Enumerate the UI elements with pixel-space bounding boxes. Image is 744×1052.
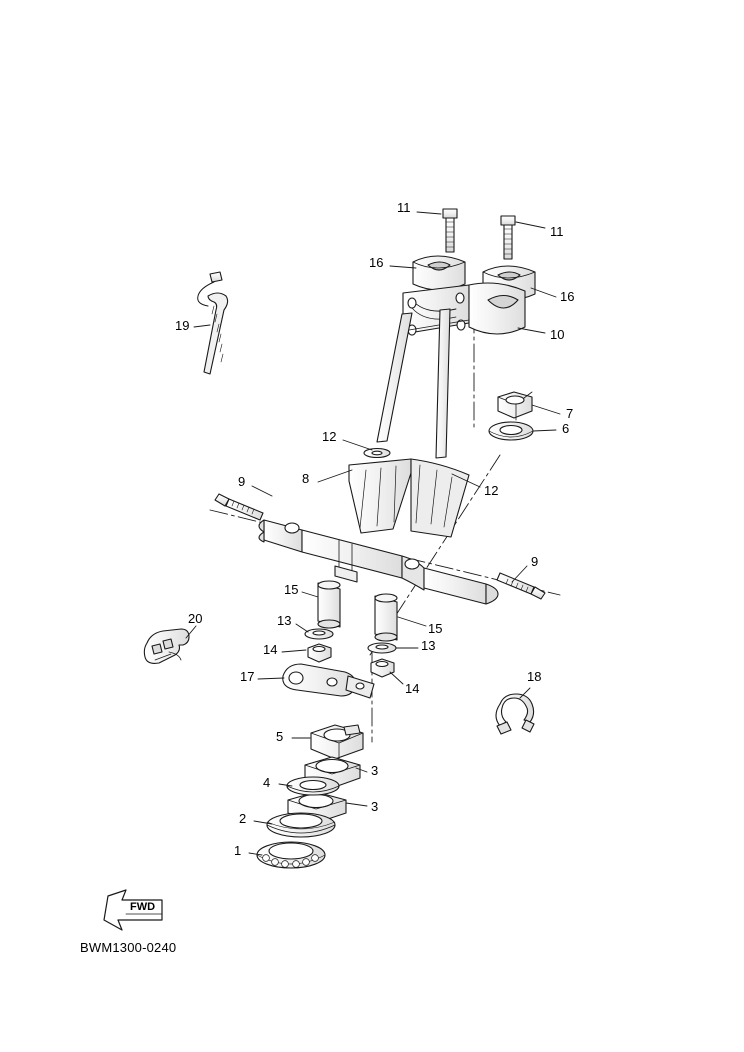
callout-4: 4 <box>263 775 271 790</box>
callout-18: 18 <box>527 669 542 684</box>
part-9-bolt-right <box>497 573 545 599</box>
callout-7: 7 <box>566 406 574 421</box>
callout-17: 17 <box>240 669 255 684</box>
callout-19: 19 <box>175 318 190 333</box>
callout-15-left: 15 <box>284 582 299 597</box>
callout-10: 10 <box>550 327 565 342</box>
part-7-stem-nut <box>498 392 532 420</box>
part-16-holder-left <box>413 256 465 290</box>
callout-13-right: 13 <box>421 638 436 653</box>
part-11-bolt-left <box>443 209 457 252</box>
part-1-bearing <box>257 842 325 868</box>
callout-6: 6 <box>562 421 570 436</box>
part-13-washer-left <box>305 629 333 639</box>
part-19-cable-tie <box>198 272 228 374</box>
callout-12-right: 12 <box>484 483 499 498</box>
callout-11-left: 11 <box>397 200 411 215</box>
part-4-washer <box>287 777 339 795</box>
callout-15-right: 15 <box>428 621 443 636</box>
callout-3-upper: 3 <box>371 763 379 778</box>
callout-11-right: 11 <box>550 224 564 239</box>
part-6-washer <box>489 422 533 440</box>
part-17-bracket-plate <box>283 664 374 698</box>
part-11-bolt-right <box>501 216 515 259</box>
callout-14-right: 14 <box>405 681 420 696</box>
part-8-under-bracket <box>349 459 469 537</box>
callout-8: 8 <box>302 471 310 486</box>
callout-1: 1 <box>234 843 242 858</box>
callout-3-lower: 3 <box>371 799 379 814</box>
callout-20: 20 <box>188 611 203 626</box>
callout-9-right: 9 <box>531 554 539 569</box>
part-15-collar-right <box>375 594 397 641</box>
part-15-collar-left <box>318 581 340 628</box>
part-18-cable-clamp <box>496 694 534 734</box>
callout-16-left: 16 <box>369 255 384 270</box>
part-14-nut-right <box>371 659 394 677</box>
part-13-washer-right <box>368 643 396 653</box>
part-12-washer-left <box>364 449 390 458</box>
callout-12-left: 12 <box>322 429 337 444</box>
part-5-plate <box>311 725 363 759</box>
callout-9-left: 9 <box>238 474 246 489</box>
part-2-dust-cover <box>267 813 335 837</box>
callout-2: 2 <box>239 811 247 826</box>
part-code-label: BWM1300-0240 <box>80 940 177 955</box>
callout-16-right: 16 <box>560 289 575 304</box>
part-14-nut-left <box>308 644 331 662</box>
callout-13-left: 13 <box>277 613 292 628</box>
callout-5: 5 <box>276 729 284 744</box>
part-20-cable-guide <box>144 629 189 663</box>
fwd-label: FWD <box>130 901 156 913</box>
callout-14-left: 14 <box>263 642 278 657</box>
part-9-bolt-left <box>215 494 263 520</box>
part-10-upper-bracket <box>403 283 525 335</box>
